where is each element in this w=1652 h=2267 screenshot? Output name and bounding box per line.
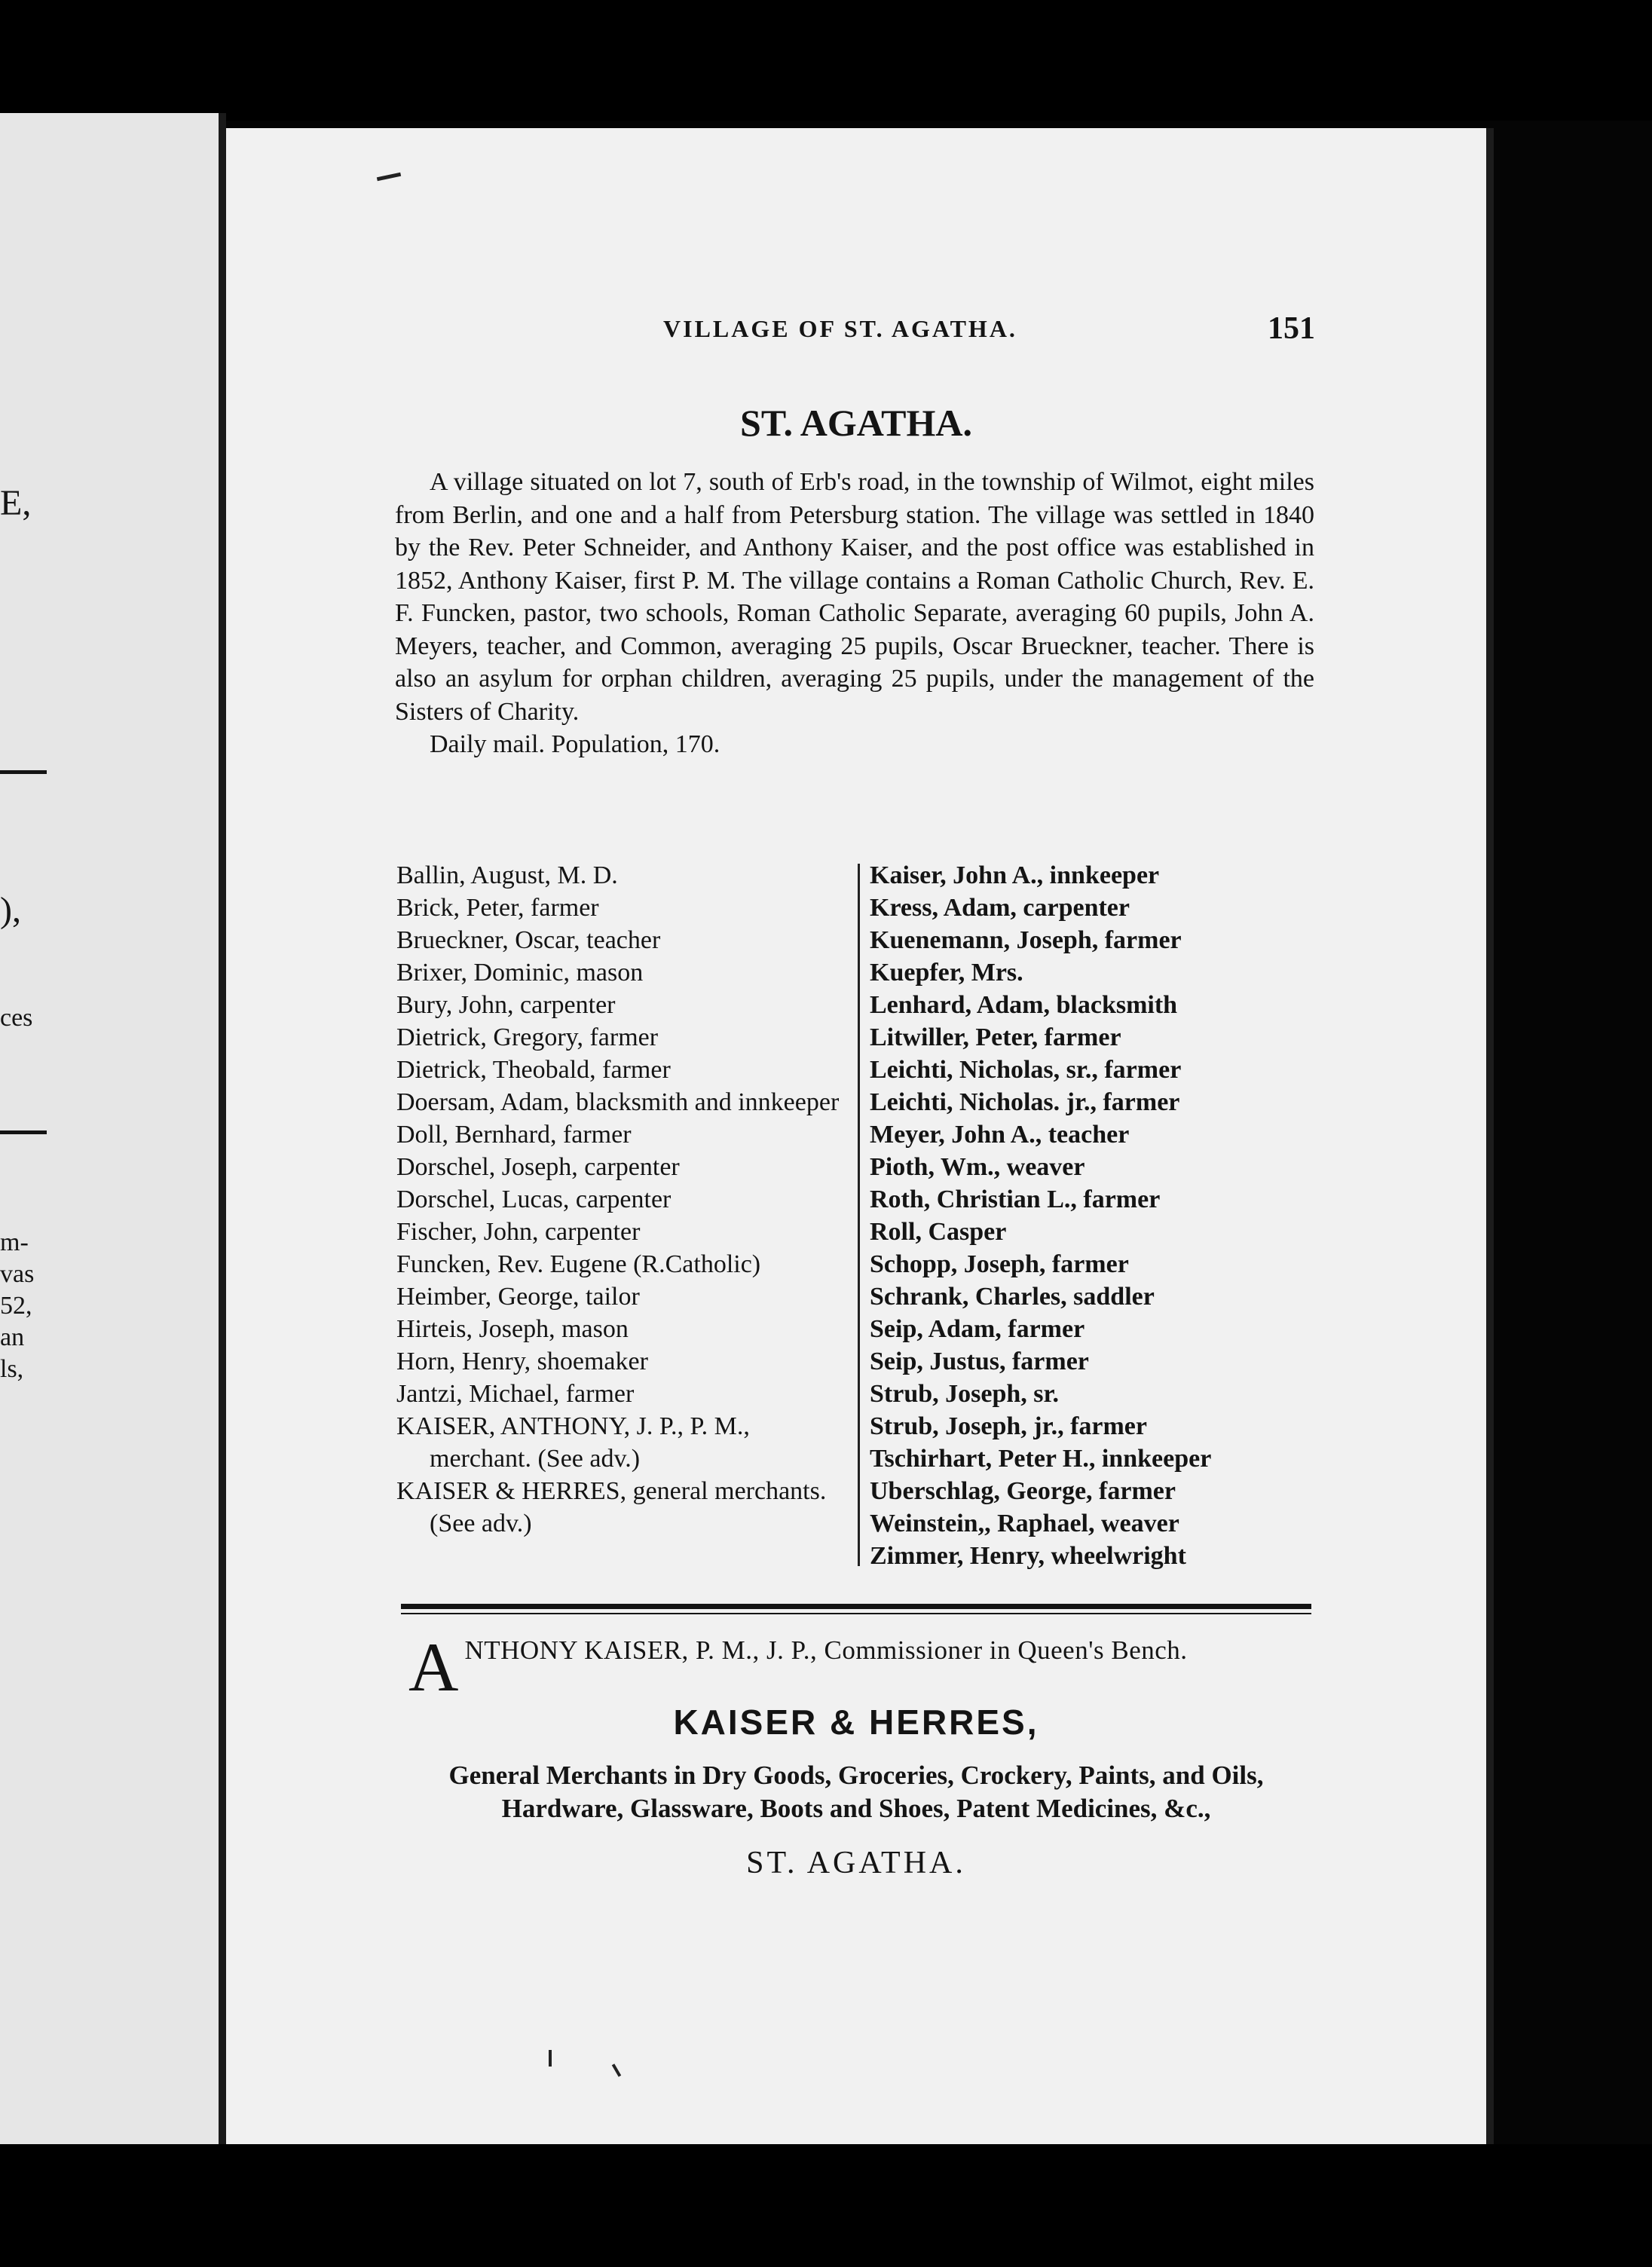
directory-entry: Lenhard, Adam, blacksmith	[870, 991, 1178, 1019]
facing-page-rule	[0, 770, 47, 774]
column-divider	[858, 864, 860, 1566]
facing-page-fragment	[0, 113, 220, 2144]
directory-entry: Horn, Henry, shoemaker	[396, 1348, 648, 1375]
intro-text	[395, 466, 1314, 761]
directory-entry: Fischer, John, carpenter	[396, 1218, 641, 1246]
directory-entry: Hirteis, Joseph, mason	[396, 1315, 629, 1343]
directory-entry: KAISER & HERRES, general merchants. (See adv.)	[396, 1477, 827, 1537]
facing-page-text: E,	[0, 483, 32, 523]
directory-entry: Meyer, John A., teacher	[870, 1121, 1130, 1149]
intro-paragraph: Daily mail. Population, 170.	[430, 730, 720, 758]
directory-entry: Schopp, Joseph, farmer	[870, 1250, 1129, 1278]
directory-entry: Roth, Christian L., farmer	[870, 1186, 1161, 1213]
directory-entry: Brick, Peter, farmer	[396, 894, 599, 922]
facing-page-text: ls,	[0, 1355, 24, 1383]
directory-entry: Brixer, Dominic, mason	[396, 959, 644, 987]
drop-cap: A	[408, 1629, 459, 1706]
facing-page-text: 52,	[0, 1292, 32, 1320]
directory-column-left	[396, 859, 849, 1540]
directory-entry: Uberschlag, George, farmer	[870, 1477, 1176, 1505]
scan-border-top	[0, 0, 1652, 121]
directory-column-right	[870, 859, 1292, 1572]
directory-entry: Dorschel, Joseph, carpenter	[396, 1153, 680, 1181]
directory-entry: Seip, Justus, farmer	[870, 1348, 1089, 1375]
directory-entry: Seip, Adam, farmer	[870, 1315, 1085, 1343]
advertisement-firm: KAISER & HERRES,	[673, 1703, 1039, 1742]
directory-entry: Kuepfer, Mrs.	[870, 959, 1023, 987]
directory-entry: Dietrick, Gregory, farmer	[396, 1023, 659, 1051]
section-rule	[401, 1604, 1311, 1609]
directory-entry: Brueckner, Oscar, teacher	[396, 926, 661, 954]
directory-entry: Leichti, Nicholas, sr., farmer	[870, 1056, 1182, 1084]
directory-entry: Bury, John, carpenter	[396, 991, 616, 1019]
facing-page-text: ),	[0, 890, 21, 930]
advertisement-place: ST. AGATHA.	[746, 1846, 966, 1880]
directory-entry: Jantzi, Michael, farmer	[396, 1380, 635, 1408]
intro-paragraph: A village situated on lot 7, south of Erb's road, in the township of Wilmot, eight miles from Berlin, and one and a half from Petersburg station. The village was settled in 1840 by the Rev. Peter Schneider, and Anthony Kaiser, and the post office was established in 1852, Anthony Kaiser, first P. M. The village contains a Roman Catholic Church, Rev. E. F. Funcken, pastor, two schools, Roman Catholic Separate, averaging 60 pupils, John A. Meyers, teacher, and Common, averaging 25 pupils, Oscar Brueckner, teacher. There is also an asylum for orphan children, averaging 25 pupils, under the management of the Sisters of Charity.	[395, 468, 1314, 726]
scan-border-bottom	[0, 2144, 1652, 2267]
directory-entry: Strub, Joseph, sr.	[870, 1380, 1059, 1408]
directory-entry: Strub, Joseph, jr., farmer	[870, 1412, 1147, 1440]
directory-entry: Kaiser, John A., innkeeper	[870, 861, 1160, 889]
directory-entry: Litwiller, Peter, farmer	[870, 1023, 1121, 1051]
section-title: ST. AGATHA.	[740, 402, 972, 444]
directory-entry: Tschirhart, Peter H., innkeeper	[870, 1445, 1212, 1473]
page-edge	[1486, 128, 1494, 2148]
directory-entry: Zimmer, Henry, wheelwright	[870, 1542, 1186, 1570]
section-rule	[401, 1613, 1311, 1614]
facing-page-text: ces	[0, 1004, 33, 1032]
facing-page-rule	[0, 1130, 47, 1134]
facing-page-text: vas	[0, 1260, 35, 1288]
directory-entry: Dorschel, Lucas, carpenter	[396, 1186, 672, 1213]
running-head: VILLAGE OF ST. AGATHA.	[663, 315, 1017, 342]
directory-entry: Dietrick, Theobald, farmer	[396, 1056, 671, 1084]
directory-entry: Roll, Casper	[870, 1218, 1007, 1246]
directory-entry: Weinstein,, Raphael, weaver	[870, 1510, 1179, 1537]
directory-entry: Kuenemann, Joseph, farmer	[870, 926, 1182, 954]
directory-entry: Doersam, Adam, blacksmith and innkeeper	[396, 1088, 840, 1116]
directory-entry: Leichti, Nicholas. jr., farmer	[870, 1088, 1180, 1116]
directory-entry: Kress, Adam, carpenter	[870, 894, 1130, 922]
advertisement-intro	[408, 1629, 1313, 1706]
directory-entry: Ballin, August, M. D.	[396, 861, 618, 889]
facing-page-text: m-	[0, 1228, 29, 1256]
directory-entry: KAISER, ANTHONY, J. P., P. M., merchant. (See adv.)	[396, 1412, 750, 1473]
page-gutter	[219, 113, 226, 2148]
scan-speck	[549, 2050, 552, 2067]
advertisement-description: General Merchants in Dry Goods, Groceries, Crockery, Paints, and Oils, Hardware, Glassware, Boots and Shoes, Patent Medicines, &c.,	[448, 1761, 1264, 1823]
page-number: 151	[1268, 311, 1315, 346]
directory-entry: Funcken, Rev. Eugene (R.Catholic)	[396, 1250, 761, 1278]
directory-entry: Pioth, Wm., weaver	[870, 1153, 1085, 1181]
facing-page-text: an	[0, 1323, 25, 1351]
advertisement-text: NTHONY KAISER, P. M., J. P., Commissioner in Queen's Bench.	[464, 1635, 1188, 1665]
directory-entry: Heimber, George, tailor	[396, 1283, 640, 1311]
directory-entry: Schrank, Charles, saddler	[870, 1283, 1155, 1311]
directory-entry: Doll, Bernhard, farmer	[396, 1121, 632, 1149]
